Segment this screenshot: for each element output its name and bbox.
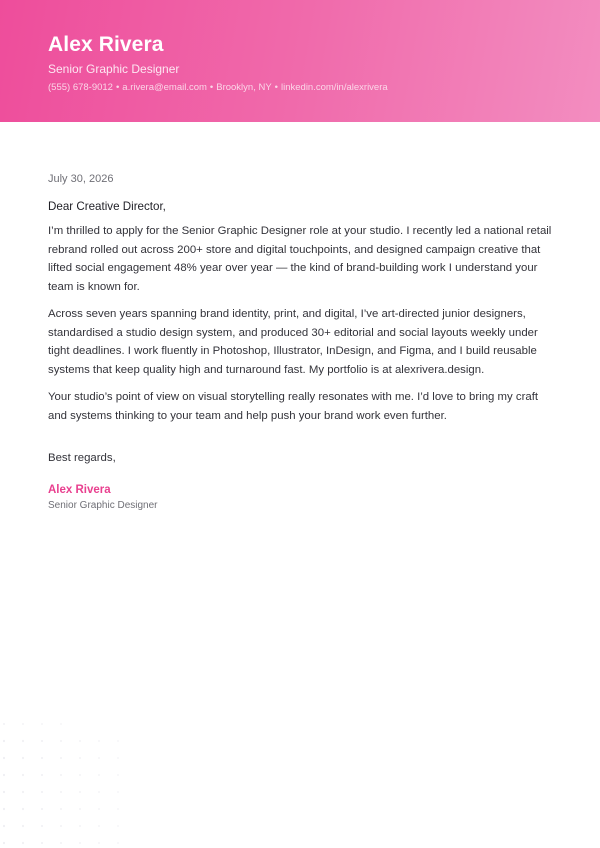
- decorative-dot: [98, 774, 100, 776]
- decorative-dot: [22, 723, 24, 725]
- decorative-dot: [98, 740, 100, 742]
- decorative-dot: [60, 808, 62, 810]
- decorative-dot: [79, 757, 81, 759]
- decorative-dot: [60, 740, 62, 742]
- contact-separator: •: [274, 82, 278, 93]
- decorative-dot: [79, 791, 81, 793]
- decorative-dot: [41, 842, 43, 844]
- contact-separator: •: [115, 82, 120, 93]
- decorative-dot: [79, 740, 81, 742]
- decorative-dot: [117, 757, 119, 759]
- salutation: Dear Creative Director,: [48, 200, 166, 213]
- decorative-dot: [41, 808, 43, 810]
- contact-phone: (555) 678-9012: [48, 82, 113, 93]
- decorative-dot: [117, 825, 119, 827]
- decorative-dot: [22, 842, 24, 844]
- decorative-dot: [22, 740, 24, 742]
- decorative-dot: [41, 825, 43, 827]
- closing-phrase: Best regards,: [48, 452, 116, 464]
- decorative-dot: [3, 774, 5, 776]
- paragraph-intro: I’m thrilled to apply for the Senior Graphic Designer role at your studio. I recently led a national retail rebrand rolled out across 200+ store and digital touchpoints, and designed campaign creative that lifted social engagement 48% year over year — the kind of brand-building work I understand your team is known for.: [48, 225, 552, 293]
- decorative-dot: [60, 791, 62, 793]
- decorative-dot-pattern: [0, 712, 140, 848]
- decorative-dot: [98, 791, 100, 793]
- decorative-dot: [117, 791, 119, 793]
- applicant-role: Senior Graphic Designer: [48, 62, 180, 76]
- letter-body: [48, 170, 554, 513]
- decorative-dot: [60, 757, 62, 759]
- decorative-dot: [117, 808, 119, 810]
- applicant-name: Alex Rivera: [48, 33, 164, 56]
- decorative-dot: [22, 774, 24, 776]
- decorative-dot: [79, 774, 81, 776]
- contact-email: a.rivera@email.com: [122, 82, 207, 93]
- signature-title: Senior Graphic Designer: [48, 499, 158, 511]
- decorative-dot: [98, 808, 100, 810]
- decorative-dot: [117, 842, 119, 844]
- contact-location: Brooklyn, NY: [216, 82, 272, 93]
- decorative-dot: [117, 740, 119, 742]
- letterhead-banner: [0, 0, 600, 122]
- decorative-dot: [41, 791, 43, 793]
- decorative-dot: [79, 808, 81, 810]
- decorative-dot: [60, 723, 62, 725]
- decorative-dot: [98, 825, 100, 827]
- decorative-dot: [3, 842, 5, 844]
- decorative-dot: [41, 740, 43, 742]
- decorative-dot: [22, 791, 24, 793]
- decorative-dot: [3, 740, 5, 742]
- decorative-dot: [60, 825, 62, 827]
- decorative-dot: [3, 808, 5, 810]
- letter-date: July 30, 2026: [48, 173, 114, 185]
- decorative-dot: [60, 774, 62, 776]
- decorative-dot: [41, 723, 43, 725]
- contact-linkedin: linkedin.com/in/alexrivera: [281, 82, 388, 93]
- decorative-dot: [3, 723, 5, 725]
- decorative-dot: [98, 757, 100, 759]
- decorative-dot: [41, 774, 43, 776]
- paragraph-experience: Across seven years spanning brand identity, print, and digital, I’ve art-directed junior designers, standardised a studio design system, and produced 30+ editorial and social layouts weekly under tight deadlines. I work fluently in Photoshop, Illustrator, InDesign, and Figma, and I build reusable systems that keep quality high and turnaround fast. My portfolio is at alexrivera.design.: [48, 308, 538, 376]
- decorative-dot: [22, 808, 24, 810]
- contact-line: [48, 81, 552, 95]
- decorative-dot: [79, 842, 81, 844]
- signature-name: Alex Rivera: [48, 483, 111, 496]
- decorative-dot: [98, 842, 100, 844]
- contact-separator: •: [209, 82, 214, 93]
- decorative-dot: [3, 825, 5, 827]
- decorative-dot: [3, 757, 5, 759]
- decorative-dot: [22, 825, 24, 827]
- paragraph-closing: Your studio’s point of view on visual storytelling really resonates with me. I’d love to bring my craft and systems thinking to your team and help push your brand work even further.: [48, 391, 539, 422]
- decorative-dot: [79, 825, 81, 827]
- decorative-dot: [41, 757, 43, 759]
- decorative-dot: [60, 842, 62, 844]
- decorative-dot: [3, 791, 5, 793]
- decorative-dot: [117, 774, 119, 776]
- decorative-dot: [22, 757, 24, 759]
